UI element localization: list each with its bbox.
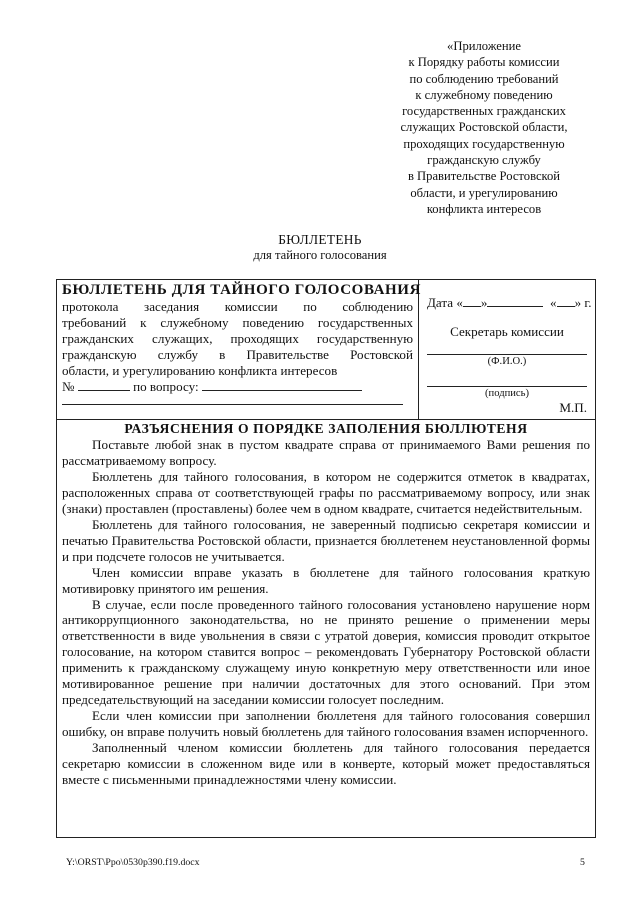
protocol-line: гражданскую службу в Правительстве Ростовской (62, 346, 413, 362)
explanation-section (57, 419, 595, 837)
appendix-line: гражданскую службу (427, 153, 541, 168)
question-continuation-field[interactable] (62, 396, 403, 405)
document-subtitle: для тайного голосования (253, 248, 387, 262)
number-sign: № (62, 378, 75, 394)
appendix-line: проходящих государственную (403, 136, 565, 151)
appendix-line: государственных гражданских (402, 104, 566, 119)
appendix-header (378, 38, 590, 217)
explanation-paragraph: Член комиссии вправе указать в бюллетене для тайного голосования краткую мотивировку принятого им решения. (62, 564, 590, 596)
fio-caption: (Ф.И.О.) (487, 356, 527, 367)
stamp-label: М.П. (559, 400, 587, 415)
ballot-signature-cell (419, 280, 595, 420)
signature-field[interactable] (427, 386, 587, 387)
fio-field[interactable] (427, 354, 587, 355)
appendix-line: к служебному поведению (415, 87, 553, 102)
protocol-number-line (62, 379, 413, 395)
protocol-line: гражданских служащих, проходящих государственную (62, 330, 413, 346)
ballot-heading: БЮЛЛЕТЕНЬ ДЛЯ ТАЙНОГО ГОЛОСОВАНИЯ (62, 282, 421, 298)
appendix-line: по соблюдению требований (409, 71, 559, 86)
protocol-line: области, и урегулированию конфликта интересов (62, 362, 338, 378)
appendix-line: «Приложение (447, 39, 521, 53)
explanation-paragraph: Поставьте любой знак в пустом квадрате справа от принимаемого Вами решения по рассматриваемому вопросу. (62, 437, 590, 468)
file-path: Y:\ORST\Ppo\0530p390.f19.docx (66, 857, 200, 868)
ballot-form (56, 279, 596, 838)
explanation-paragraph: Бюллетень для тайного голосования, не заверенный подписью секретаря комиссии и печатью Правительства Ростовской области, признается бюллетенем неустановленной формы и при подсчете голосов не учитывается. (62, 516, 590, 564)
protocol-line: требований к служебному поведению государственных (62, 314, 413, 330)
document-title: БЮЛЛЕТЕНЬ (278, 232, 362, 247)
explanation-paragraph: Заполненный членом комиссии бюллетень для тайного голосования передается секретарю комиссии в сложенном виде или в конверте, который может предоставляться вместе с письменными принадлежностями члену комиссии. (62, 740, 590, 788)
date-day-field[interactable] (463, 295, 481, 307)
appendix-line: в Правительстве Ростовской (407, 169, 561, 184)
explanation-paragraph: В случае, если после проведенного тайного голосования установлено нарушение норм антикоррупционного законодательства, но не принято решение о применении меры ответственности в виде увольнения в связи с утратой доверия, комиссия проводит открытое голосование, на котором ставится вопрос – рекомендовать Губернатору Ростовской области применить к гражданскому служащему иную конкретную меру ответственности или иное мотивированное решение при наличии достаточных для этого оснований. При этом председательствующий на заседании комиссии голосует последним. (62, 596, 590, 708)
page-number: 5 (580, 857, 585, 868)
explanation-heading: РАЗЪЯСНЕНИЯ О ПОРЯДКЕ ЗАПОЛЕНИЯ БЮЛЛЮТЕНЯ (124, 421, 528, 436)
appendix-line: области, и урегулированию (410, 185, 558, 200)
appendix-line: конфликта интересов (426, 201, 542, 216)
protocol-number-field[interactable] (78, 379, 130, 391)
protocol-text (62, 299, 413, 405)
question-label: по вопросу: (133, 378, 199, 394)
appendix-line: к Порядку работы комиссии (408, 55, 560, 70)
signature-caption: (подпись) (485, 388, 529, 399)
date-month-field[interactable] (487, 295, 543, 307)
explanation-text (62, 437, 590, 788)
appendix-line: служащих Ростовской области, (400, 120, 568, 135)
date-year-field[interactable] (557, 295, 575, 307)
date-line: Дата « » « » г. (427, 295, 592, 310)
explanation-paragraph: Бюллетень для тайного голосования, в котором не содержится отметок в квадратах, расположенных справа от соответствующей графы по рассматриваемому вопросу, или знак (знаки) проставлен (проставлены) более чем в одном квадрате, считается недействительным. (62, 468, 590, 516)
protocol-line: протокола заседания комиссии по соблюдению (62, 299, 413, 314)
ballot-protocol-cell (57, 280, 419, 420)
secretary-label: Секретарь комиссии (450, 324, 564, 339)
explanation-paragraph: Если член комиссии при заполнении бюллетеня для тайного голосования совершил ошибку, он вправе получить новый бюллетень для тайного голосования взамен испорченного. (62, 708, 590, 740)
question-field[interactable] (202, 379, 362, 391)
